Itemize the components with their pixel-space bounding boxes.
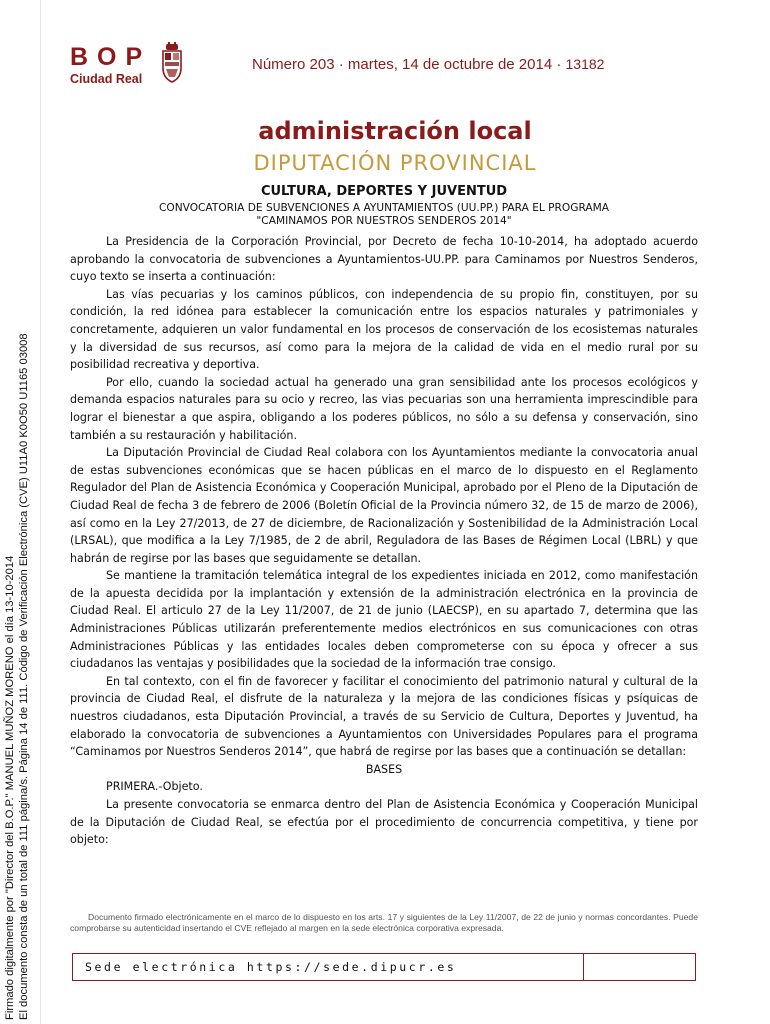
cve-line: El documento consta de un total de 111 página/s. Página 14 de 111. Código de Verificación Electrónica (CVE) U11A0 K0O50 U1165 03008: [18, 333, 30, 1020]
section-subtitle: DIPUTACIÓN PROVINCIAL: [253, 151, 537, 175]
bop-logo: [70, 44, 151, 86]
coat-of-arms-icon: [160, 42, 184, 86]
document-body: [70, 233, 698, 849]
page-number: 13182: [565, 56, 605, 72]
paragraph: Por ello, cuando la sociedad actual ha generado una gran sensibilidad ante los procesos ecológicos y demanda espacios naturales para su ocio y recreo, las vias pecuarias son una herramienta imprescindible para lograr el bienestar a que aspira, obligando a los poderes públicos, no sólo a su defensa y conservación, sino también a su restauración y habilitación.: [70, 375, 698, 442]
issue-line: Número 203 · martes, 14 de octubre de 2014 ·: [252, 56, 562, 73]
convocatoria-heading: [70, 202, 698, 228]
paragraph: La presente convocatoria se enmarca dentro del Plan de Asistencia Económica y Cooperación Municipal de la Diputación de Ciudad Real, se efectúa por el procedimiento de concurrencia competitiva, y tiene por objeto:: [70, 798, 698, 847]
convocatoria-line-2: "CAMINAMOS POR NUESTROS SENDEROS 2014": [256, 215, 512, 227]
sede-box: [583, 954, 695, 980]
department-heading: CULTURA, DEPORTES Y JUVENTUD: [260, 184, 508, 199]
paragraph: Las vías pecuarias y los caminos públicos, con independencia de su propio fin, constituyen, por su condición, la red idónea para establecer la comunicación entre los espacios naturales y patrimoniales y concretamente, adquieren un valor fundamental en los procesos de conservación de los ecosistemas naturales y la diversidad de sus recursos, así como para la mejora de la calidad de vida en el medio rural por su posibilidad recreativa y deportiva.: [70, 287, 698, 372]
signature-line: Firmado digitalmente por "Director del B.O.P." MANUEL MUÑOZ MORENO el día 13-10-2014: [4, 555, 16, 1020]
bop-logo-letters: BOP: [70, 43, 152, 71]
paragraph: Se mantiene la tramitación telemática integral de los expedientes iniciada en 2012, como manifestación de la apuesta decidida por la implantación y extensión de la administración electrónica en la provincia de Ciudad Real. El articulo 27 de la Ley 11/2007, de 21 de junio (LAECSP), en su apartado 7, determina que las Administraciones Públicas utilizarán preferentemente medios electrónicos en sus comunicaciones con otras Administraciones Públicas y las entidades locales deben comprometerse con su época y ofrecer a sus ciudadanos las ventajas y posibilidades que la sociedad de la información trae consigo.: [70, 569, 698, 671]
bop-logo-subtitle: Ciudad Real: [70, 72, 143, 86]
paragraph: En tal contexto, con el fin de favorecer y facilitar el conocimiento del patrimonio natural y cultural de la provincia de Ciudad Real, el disfrute de la naturaleza y la mejora de las condiciones físicas y psíquicas de nuestros ciudadanos, esta Diputación Provincial, a través de su Servicio de Cultura, Deportes y Juventud, ha elaborado la convocatoria de subvenciones a Ayuntamientos con Universidades Populares para el programa “Caminamos por Nuestros Senderos 2014”, que habrá de regirse por las bases que a continuación se detallan:: [70, 674, 698, 759]
primera-heading: PRIMERA.-Objeto.: [106, 780, 203, 794]
paragraph: La Diputación Provincial de Ciudad Real colabora con los Ayuntamientos mediante la convocatoria anual de estas subvenciones económicas que se hacen públicas en el marco de lo dispuesto en el Reglamento Regulador del Plan de Asistencia Económica y Cooperación Municipal, aprobado por el Pleno de la Diputación de Ciudad Real de fecha 3 de febrero de 2006 (Boletín Oficial de la Provincia número 32, de 15 de marzo de 2006), así como en la Ley 27/2013, de 27 de diciembre, de Racionalización y Sostenibilidad de la Administración Local (LRSAL), que modifica a la Ley 7/1985, de 2 de abril, Reguladora de las Bases de Régimen Local (LBRL) y que habrán de regirse por las bases que seguidamente se detallan.: [70, 446, 698, 565]
sede-bar: [72, 953, 696, 981]
section-title: administración local: [258, 117, 532, 145]
convocatoria-line-1: CONVOCATORIA DE SUBVENCIONES A AYUNTAMIENTOS (UU.PP.) PARA EL PROGRAMA: [158, 202, 610, 214]
signature-footnote: Documento firmado electrónicamente en el marco de lo dispuesto en los arts. 17 y siguientes de la Ley 11/2007, de 22 de junio y normas concordantes. Puede comprobarse su autenticidad insertando el CVE reflejado al margen en la sede electrónica corporativa expresada.: [70, 912, 698, 933]
bases-heading: BASES: [365, 762, 403, 776]
issue-header: [252, 56, 604, 73]
paragraph: La Presidencia de la Corporación Provincial, por Decreto de fecha 10-10-2014, ha adoptado acuerdo aprobando la convocatoria de subvenciones a Ayuntamientos-UU.PP. para Caminamos por Nuestros Senderos, cuyo texto se inserta a continuación:: [70, 235, 698, 284]
sede-link[interactable]: Sede electrónica https://sede.dipucr.es: [85, 960, 457, 974]
